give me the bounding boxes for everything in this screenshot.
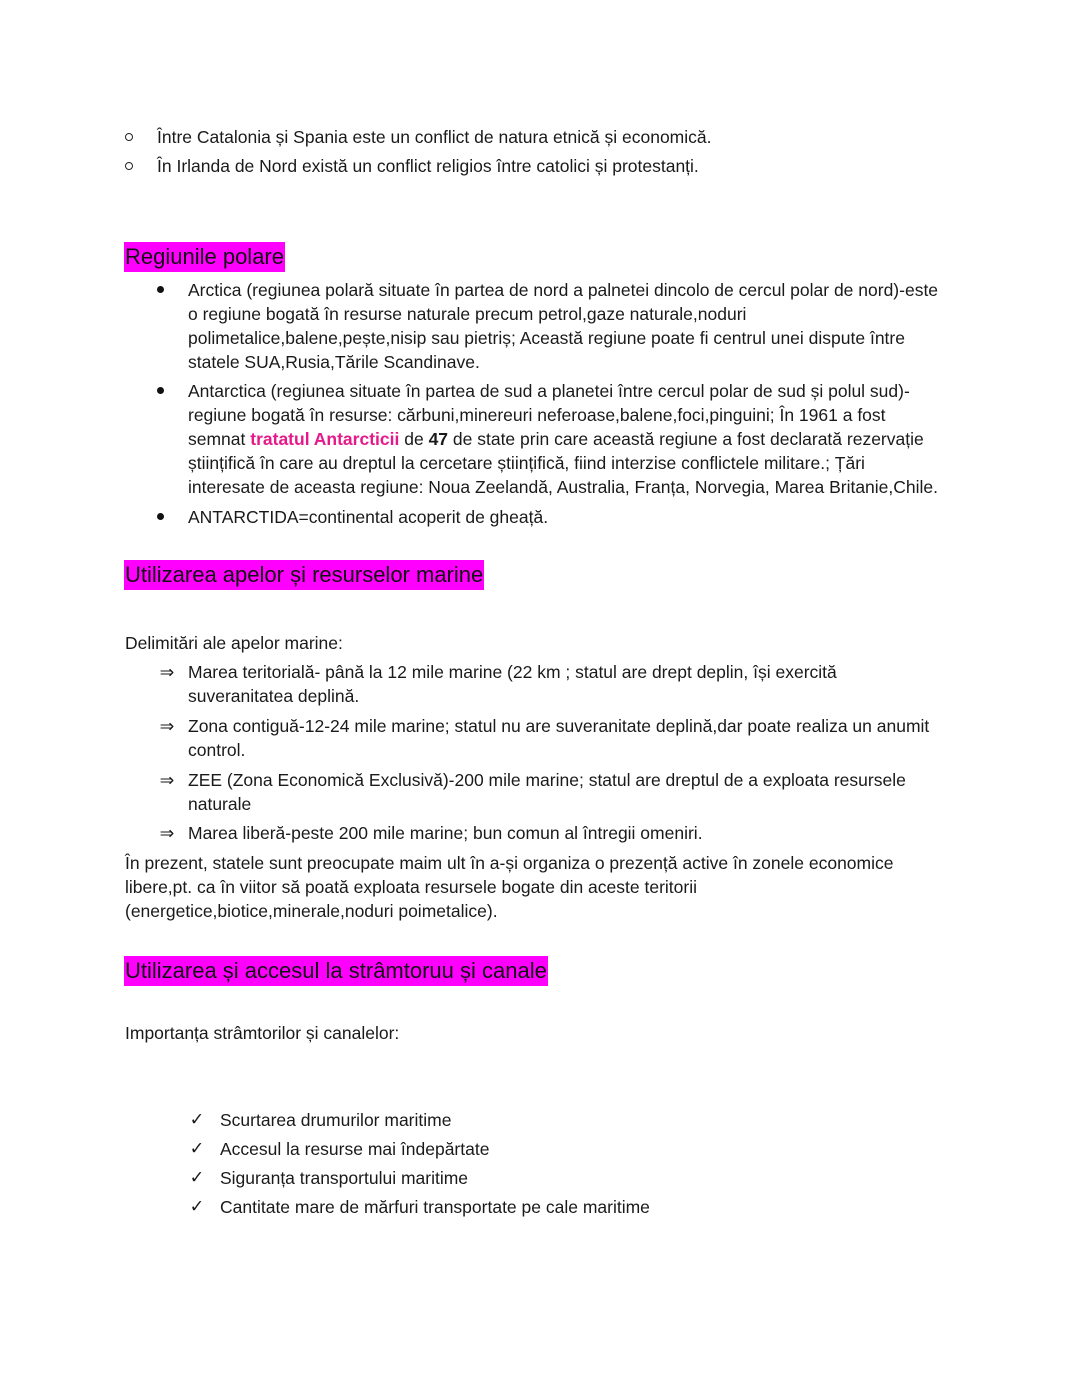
check-icon: ✓ (189, 1196, 205, 1216)
state-count: 47 (428, 429, 449, 449)
marine-intro: Delimitări ale apelor marine: (125, 633, 343, 653)
section-heading-polar: Regiunile polare (124, 242, 285, 272)
marine-item: ZEE (Zona Economică Exclusivă)-200 mile marine; statul are dreptul de a exploata resursele (188, 770, 906, 790)
arrow-icon: ⇒ (159, 823, 175, 843)
antarctida-line: ANTARCTIDA=continental acoperit de gheață. (188, 507, 549, 527)
antarctica-line: științifică în care au dreptul la cercetare științifică, fiind interzise conflictele militare.; Țări (188, 453, 865, 473)
text-segment: semnat (188, 429, 251, 449)
treaty-name: tratatul Antarcticii (250, 429, 400, 449)
marine-item: suveranitatea deplină. (188, 686, 360, 706)
bullet-icon (157, 513, 164, 520)
arctica-line: Arctica (regiunea polară situate în partea de nord a palnetei dincolo de cercul polar de nord)-este (188, 280, 939, 300)
arctica-line: o regiune bogată în resurse naturale precum petrol,gaze naturale,noduri (188, 304, 747, 324)
paragraph-line: libere,pt. ca în viitor să poată exploata resursele bogate din aceste teritorii (125, 877, 697, 897)
text-segment: de state prin care această regiune a fost declarată rezervație (448, 429, 924, 449)
antarctica-line (188, 427, 924, 451)
list-item: Între Catalonia și Spania este un conflict de natura etnică și economică. (157, 127, 712, 147)
section-heading-marine: Utilizarea apelor și resurselor marine (124, 560, 484, 590)
arrow-icon: ⇒ (159, 662, 175, 682)
arctica-line: statele SUA,Rusia,Tările Scandinave. (188, 352, 480, 372)
circle-bullet-icon (125, 133, 133, 141)
section-heading-straits: Utilizarea și accesul la strâmtoruu și canale (124, 956, 548, 986)
list-item: În Irlanda de Nord există un conflict religios între catolici și protestanți. (157, 156, 699, 176)
marine-item: Marea teritorială- până la 12 mile marine (22 km ; statul are drept deplin, își exercită (188, 662, 837, 682)
check-item: Siguranța transportului maritime (220, 1168, 469, 1188)
arrow-icon: ⇒ (159, 770, 175, 790)
arrow-icon: ⇒ (159, 716, 175, 736)
marine-item: control. (188, 740, 246, 760)
bullet-icon (157, 387, 164, 394)
paragraph-line: În prezent, statele sunt preocupate maim ult în a-și organiza o prezență active în zonele economice (125, 853, 894, 873)
marine-item: Marea liberă-peste 200 mile marine; bun comun al întregii omeniri. (188, 823, 703, 843)
check-icon: ✓ (189, 1167, 205, 1187)
bullet-icon (157, 286, 164, 293)
check-item: Scurtarea drumurilor maritime (220, 1110, 452, 1130)
marine-item: Zona contiguă-12-24 mile marine; statul nu are suveranitate deplină,dar poate realiza un anumit (188, 716, 930, 736)
circle-bullet-icon (125, 162, 133, 170)
check-item: Accesul la resurse mai îndepărtate (220, 1139, 490, 1159)
check-item: Cantitate mare de mărfuri transportate pe cale maritime (220, 1197, 650, 1217)
text-segment: de (399, 429, 429, 449)
check-icon: ✓ (189, 1138, 205, 1158)
marine-item: naturale (188, 794, 252, 814)
antarctica-line: Antarctica (regiunea situate în partea de sud a planetei între cercul polar de sud și polul sud)- (188, 381, 910, 401)
antarctica-line: interesate de aceasta regiune: Noua Zeelandă, Australia, Franța, Norvegia, Marea Britanie,Chile. (188, 477, 939, 497)
paragraph-line: (energetice,biotice,minerale,noduri poimetalice). (125, 901, 498, 921)
antarctica-line: regiune bogată în resurse: cărbuni,minereuri neferoase,balene,foci,pinguini; În 1961 a fost (188, 405, 886, 425)
check-icon: ✓ (189, 1109, 205, 1129)
arctica-line: polimetalice,balene,pește,nisip sau pietriș; Această regiune poate fi centrul unei dispute între (188, 328, 905, 348)
straits-intro: Importanța strâmtorilor și canalelor: (125, 1023, 400, 1043)
